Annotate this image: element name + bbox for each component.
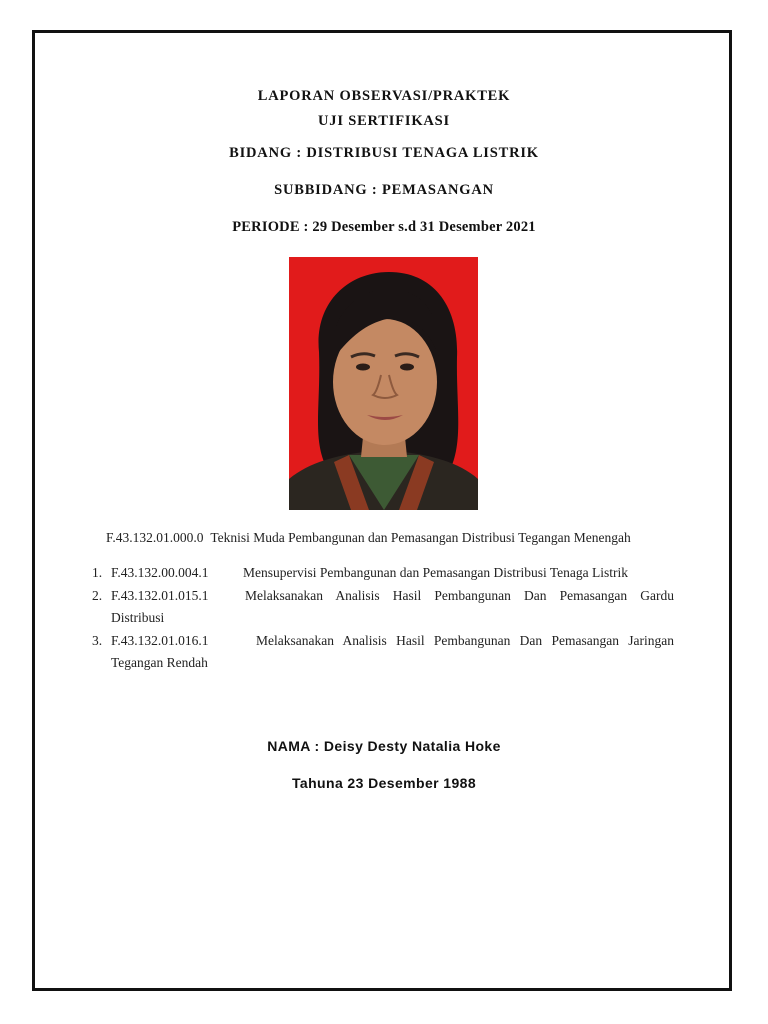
list-item — [92, 585, 674, 630]
unit-title: Melaksanakan Analisis Hasil Pembangunan Dan Pemasangan Gardu — [245, 587, 674, 603]
list-item-number: 3. — [92, 632, 103, 648]
portrait-image — [289, 257, 478, 510]
unit-title-continued: Tegangan Rendah — [111, 655, 208, 670]
list-item — [92, 630, 674, 675]
unit-code: F.43.132.01.015.1 — [111, 587, 209, 603]
unit-title: Mensupervisi Pembangunan dan Pemasangan Distribusi Tenaga Listrik — [243, 565, 628, 580]
period-label: PERIODE : 29 Desember s.d 31 Desember 2021 — [232, 219, 536, 235]
page-border — [32, 30, 732, 991]
unit-code: F.43.132.00.004.1 — [111, 565, 209, 580]
unit-title: Melaksanakan Analisis Hasil Pembangunan Dan Pemasangan Jaringan — [256, 632, 674, 648]
unit-code: F.43.132.01.016.1 — [111, 632, 209, 648]
list-item-number: 2. — [92, 587, 103, 603]
unit-list — [92, 562, 674, 675]
participant-birth: Tahuna 23 Desember 1988 — [291, 775, 477, 791]
field-label: BIDANG : DISTRIBUSI TENAGA LISTRIK — [229, 145, 539, 161]
qualification-title: Teknisi Muda Pembangunan dan Pemasangan Distribusi Tegangan Menengah — [210, 530, 631, 545]
qualification-code: F.43.132.01.000.0 — [106, 530, 204, 545]
portrait-photo — [289, 257, 478, 510]
report-title: LAPORAN OBSERVASI/PRAKTEK — [257, 88, 511, 104]
list-item — [92, 562, 674, 585]
unit-title-continued: Distribusi — [111, 610, 165, 625]
participant-name: NAMA : Deisy Desty Natalia Hoke — [267, 738, 501, 754]
qualification-line — [106, 530, 631, 546]
subfield-label: SUBBIDANG : PEMASANGAN — [274, 182, 494, 198]
list-item-number: 1. — [92, 565, 103, 580]
report-subtitle: UJI SERTIFIKASI — [318, 113, 450, 129]
